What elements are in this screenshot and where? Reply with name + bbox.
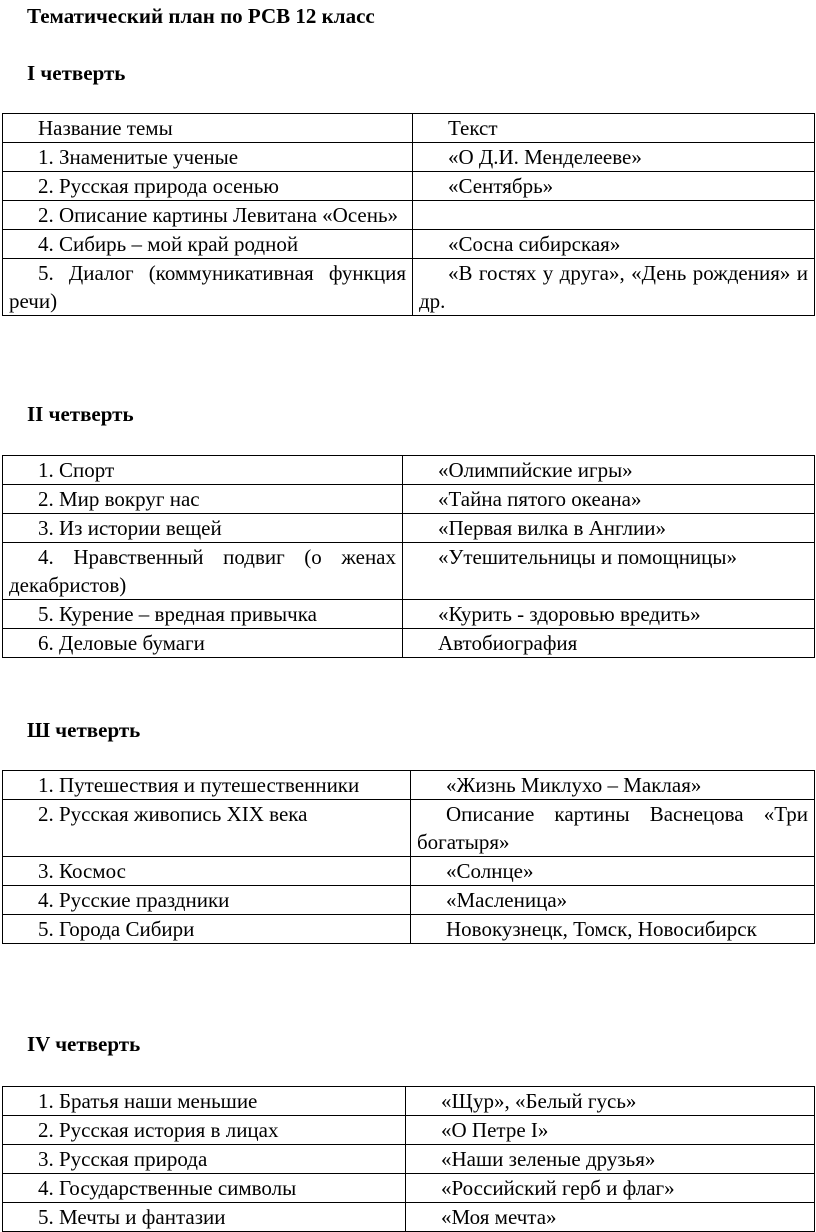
table-row <box>3 485 815 514</box>
quarter-2-heading: II четверть <box>27 402 134 426</box>
table-row <box>3 259 815 316</box>
text-cell: «Утешительницы и помощницы» <box>403 543 815 600</box>
table-row <box>3 915 815 944</box>
topic-cell: 1. Братья наши меньшие <box>3 1087 406 1116</box>
table-row <box>3 114 815 143</box>
quarter-3-heading: Ш четверть <box>27 718 141 742</box>
text-cell: «Первая вилка в Англии» <box>403 514 815 543</box>
table-row <box>3 230 815 259</box>
topic-cell: 2. Описание картины Левитана «Осень» <box>3 201 413 230</box>
text-cell: «Щур», «Белый гусь» <box>406 1087 815 1116</box>
topic-cell: 2. Русская история в лицах <box>3 1116 406 1145</box>
text-cell: Текст <box>413 114 815 143</box>
text-cell <box>413 201 815 230</box>
text-cell: «Сентябрь» <box>413 172 815 201</box>
quarter-1-table <box>2 113 815 316</box>
topic-cell: 3. Из истории вещей <box>3 514 403 543</box>
text-cell: «В гостях у друга», «День рождения» и др. <box>413 259 815 316</box>
text-cell: «Олимпийские игры» <box>403 456 815 485</box>
table-row <box>3 1145 815 1174</box>
table-row <box>3 857 815 886</box>
table-row <box>3 1203 815 1232</box>
topic-cell: 2. Русская природа осенью <box>3 172 413 201</box>
topic-cell: 5. Мечты и фантазии <box>3 1203 406 1232</box>
document-title: Тематический план по РСВ 12 класс <box>27 4 375 28</box>
topic-cell: Название темы <box>3 114 413 143</box>
table-row <box>3 1174 815 1203</box>
quarter-4-table <box>2 1086 815 1232</box>
text-cell: «Российский герб и флаг» <box>406 1174 815 1203</box>
text-cell: «Жизнь Миклухо – Маклая» <box>411 771 815 800</box>
topic-cell: 5. Курение – вредная привычка <box>3 600 403 629</box>
quarter-3-table <box>2 770 815 944</box>
topic-cell: 2. Русская живопись XIX века <box>3 800 411 857</box>
text-cell: «Масленица» <box>411 886 815 915</box>
text-cell: Описание картины Васнецова «Три богатыря» <box>411 800 815 857</box>
topic-cell: 4. Русские праздники <box>3 886 411 915</box>
text-cell: Автобиография <box>403 629 815 658</box>
text-cell: «Наши зеленые друзья» <box>406 1145 815 1174</box>
table-row <box>3 600 815 629</box>
table-row <box>3 543 815 600</box>
table-row <box>3 172 815 201</box>
text-cell: «Солнце» <box>411 857 815 886</box>
table-row <box>3 143 815 172</box>
topic-cell: 2. Мир вокруг нас <box>3 485 403 514</box>
table-row <box>3 514 815 543</box>
text-cell: Новокузнецк, Томск, Новосибирск <box>411 915 815 944</box>
topic-cell: 4. Государственные символы <box>3 1174 406 1203</box>
table-row <box>3 886 815 915</box>
table-row <box>3 456 815 485</box>
text-cell: «Курить - здоровью вредить» <box>403 600 815 629</box>
text-cell: «О Д.И. Менделееве» <box>413 143 815 172</box>
quarter-2-table <box>2 455 815 658</box>
topic-cell: 3. Русская природа <box>3 1145 406 1174</box>
topic-cell: 6. Деловые бумаги <box>3 629 403 658</box>
table-row <box>3 1116 815 1145</box>
table-row <box>3 201 815 230</box>
topic-cell: 5. Диалог (коммуникативная функция речи) <box>3 259 413 316</box>
text-cell: «Тайна пятого океана» <box>403 485 815 514</box>
topic-cell: 4. Сибирь – мой край родной <box>3 230 413 259</box>
quarter-4-heading: IV четверть <box>27 1032 141 1056</box>
text-cell: «Сосна сибирская» <box>413 230 815 259</box>
quarter-1-heading: I четверть <box>27 61 126 85</box>
table-row <box>3 800 815 857</box>
text-cell: «Моя мечта» <box>406 1203 815 1232</box>
topic-cell: 1. Спорт <box>3 456 403 485</box>
text-cell: «О Петре I» <box>406 1116 815 1145</box>
topic-cell: 4. Нравственный подвиг (о женах декабристов) <box>3 543 403 600</box>
topic-cell: 5. Города Сибири <box>3 915 411 944</box>
topic-cell: 3. Космос <box>3 857 411 886</box>
table-row <box>3 629 815 658</box>
topic-cell: 1. Путешествия и путешественники <box>3 771 411 800</box>
table-row <box>3 1087 815 1116</box>
topic-cell: 1. Знаменитые ученые <box>3 143 413 172</box>
table-row <box>3 771 815 800</box>
